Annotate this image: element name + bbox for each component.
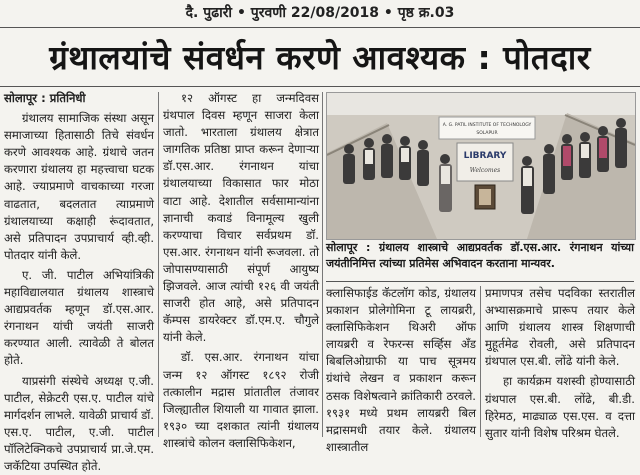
event-photo-scene: [327, 93, 635, 239]
photo-caption: सोलापूर : ग्रंथालय शास्त्राचे आद्यप्रवर्तक डॉ.एस.आर. रंगनाथन यांच्या जयंतीनिमित्त त्यांच्या प्रतिमेस अभिवादन करताना मान्यवर.: [326, 240, 634, 276]
article-paragraph: डॉ. एस.आर. रंगनाथन यांचा जन्म १२ ऑगस्ट १८९२ रोजी तत्कालीन मद्रास प्रांतातील तंजावर जिल्ह्यातील शियाली या गावात झाला. १९३० च्या दशकात त्यांनी ग्रंथालय शास्त्रांचे कोलन क्लासिफिकेशन,: [163, 349, 319, 452]
article-paragraph: याप्रसंगी संस्थेचे अध्यक्ष ए.जी. पाटील, सेक्रेटरी एस.ए. पाटील यांचे मार्गदर्शन लाभले. यावेळी प्राचार्य डॉ. एस.ए. पाटील, ए.जी. पाटील पॉलिटेक्निकचे उपप्राचार्य प्रा.जे.एम. जकॅटिया उपस्थित होते.: [4, 373, 154, 475]
article-paragraph: ए. जी. पाटील अभियांत्रिकी महाविद्यालयात ग्रंथालय शास्त्राचे आद्यप्रवर्तक म्हणून डॉ.एस.आर. रंगनाथन यांची जयंती साजरी करण्यात आली. त्यावेळी ते बोलत होते.: [4, 267, 154, 370]
article-paragraph: हा कार्यक्रम यशस्वी होण्यासाठी ग्रंथपाल एस.बी. लोंढे, बी.डी. हिरेमठ, माढ्याळ एस.एस. व दत्ता सुतार यांनी विशेष परिश्रम घेतले.: [485, 373, 635, 441]
article-paragraph: प्रमाणपत्र तसेच पदविका स्तरातील अभ्यासक्रमाचे प्रारूप तयार केले आणि ग्रंथालय शास्त्र शिक्षणाची मुहूर्तमेढ रोवली, असे प्रतिपादन ग्रंथपाल एस.बी. लोंढे यांनी केले.: [485, 285, 635, 370]
newspaper-name: दै. पुढारी: [186, 5, 232, 21]
photo-library-sign: LIBRARY: [464, 151, 507, 161]
photo-banner-line2: SOLAPUR: [476, 130, 497, 136]
article-paragraph: क्लासिफाईड कॅटलॉग कोड, ग्रंथालय प्रकाशन प्रोलेगोमिना टू लायब्ररी, क्लासिफिकेशन थिअरी ऑफ लायब्ररी व रेफरन्स सर्व्हिस अँड बिबलिओग्राफी या पाच सूत्रमय ग्रंथांचे लेखन व प्रकाशन करून ठसक विशेषत्वाने क्रांतिकारी ठरवले. १९३१ मध्ये प्रथम लायब्ररी बिल मद्रासमधी तयार केले. ग्रंथालय शास्त्रातील: [326, 285, 476, 456]
photo-welcome-text: Welcomes: [470, 167, 500, 174]
article-column-3: [326, 285, 476, 456]
page-number: पृष्ठ क्र.03: [398, 5, 455, 21]
article-paragraph: ग्रंथालय सामाजिक संस्था असून समाजाच्या हितासाठी तिचे संवर्धन करणे आवश्यक आहे. ग्रंथाचे जतन करणारा ग्रंथालय हा महत्त्वाचा घटक आहे. ज्याप्रमाणे वाचकाच्या गरजा वाढतात, बदलतात त्याप्रमाणे ग्रंथालयाच्या कक्षाही रूंदावतात, असे प्रतिपादन उपप्राचार्य व्ही.व्ही. पोतदार यांनी केले.: [4, 110, 154, 264]
event-photo: [326, 92, 636, 240]
column-divider: [158, 92, 159, 437]
photo-banner-line1: A. G. PATIL INSTITUTE OF TECHNOLOGY: [443, 122, 532, 128]
headline-rule: [0, 86, 640, 87]
dateline: सोलापूर : प्रतिनिधी: [4, 90, 154, 107]
column-divider: [322, 92, 323, 437]
caption-rule: [326, 281, 634, 282]
masthead-rule: [0, 27, 640, 28]
article-column-4: [485, 285, 635, 442]
article-column-1: [4, 90, 154, 475]
edition-name: पुरवणी: [251, 5, 286, 21]
issue-date: 22/08/2018: [291, 5, 379, 21]
article-column-2: [163, 90, 319, 452]
column-divider: [480, 286, 481, 437]
article-paragraph: १२ ऑगस्ट हा जन्मदिवस ग्रंथपाल दिवस म्हणून साजरा केला जातो. भारताला ग्रंथालय क्षेत्रात जागतिक प्रतिष्ठा प्राप्त करून देणाऱ्या डॉ.एस.आर. रंगनाथन यांचा ग्रंथालयाच्या विकासात फार मोठा वाटा आहे. देशातील सर्वसामान्यांना ज्ञानाची कवाडं विनामूल्य खुली करण्याचा विचार सर्वप्रथम डॉ. एस.आर. रंगनाथन यांनी रूजवला. तो जोपासण्यासाठी संपूर्ण आयुष्य झिजवले. आज त्यांची १२६ वी जयंती साजरी होत आहे, असे प्रतिपादन कॅम्पस डायरेक्टर डॉ.एम.ए. चौगुले यांनी केले.: [163, 90, 319, 346]
masthead: दै. पुढारी • पुरवणी 22/08/2018 • पृष्ठ क्र.03: [0, 0, 640, 26]
headline: ग्रंथालयांचे संवर्धन करणे आवश्यक : पोतदार: [0, 32, 640, 84]
